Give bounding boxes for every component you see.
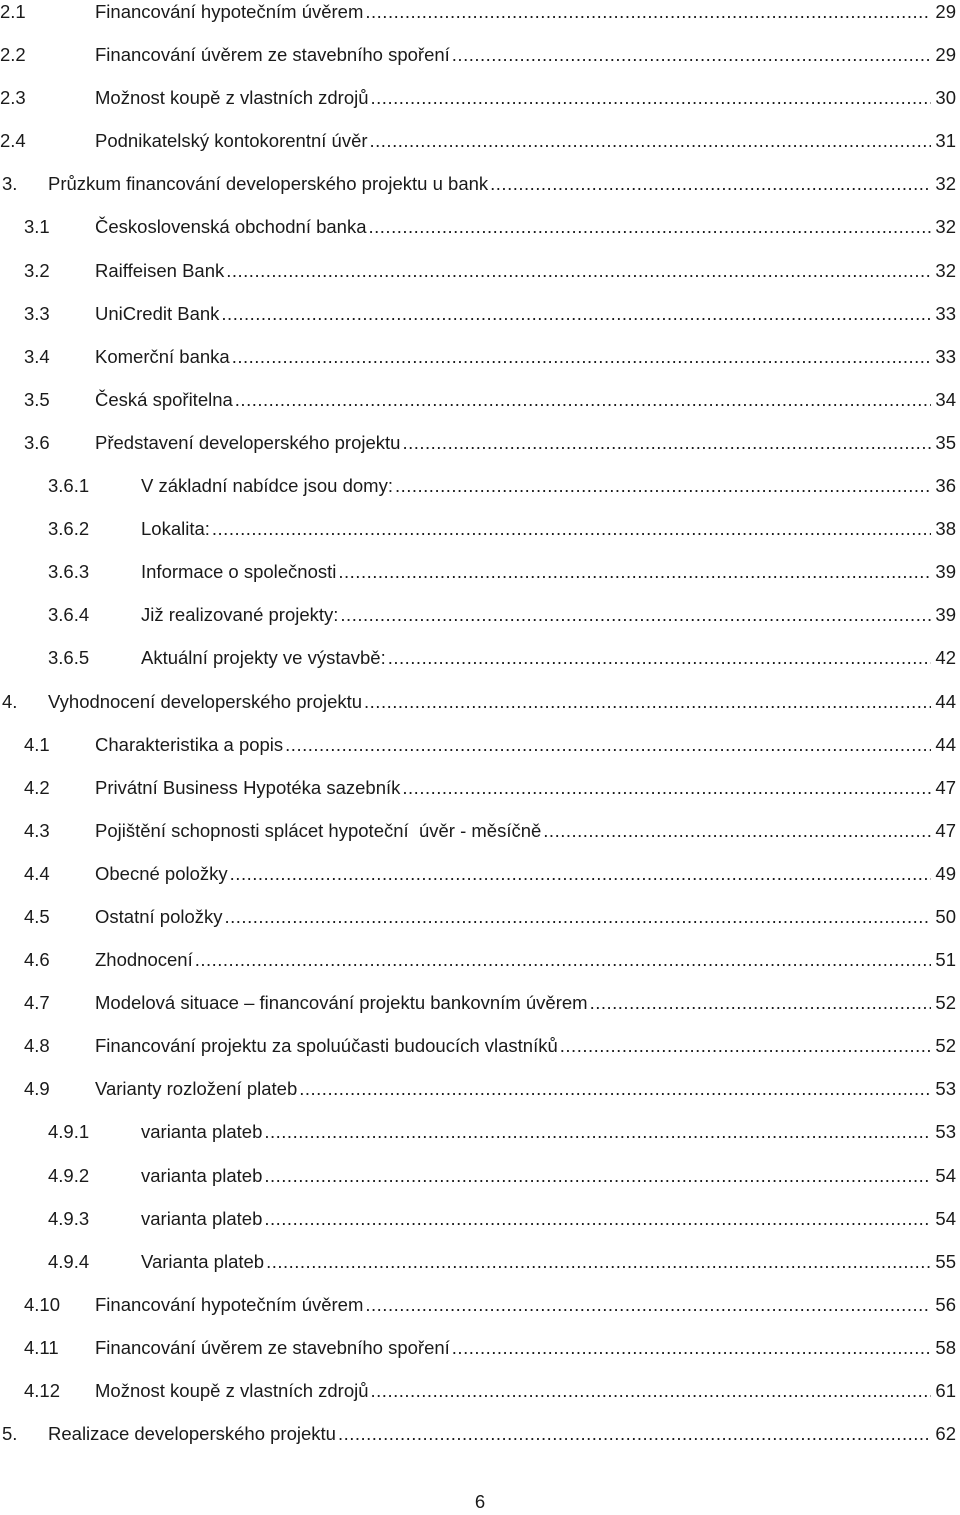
- toc-entry[interactable]: [0, 1240, 960, 1283]
- toc-entry[interactable]: [0, 1197, 960, 1240]
- toc-entry-page: 31: [935, 130, 956, 152]
- toc-entry-line: [95, 809, 956, 852]
- toc-entry-page: 47: [935, 776, 956, 798]
- toc-entry-title[interactable]: Financování hypotečním úvěrem: [95, 1293, 364, 1315]
- toc-entry-number: 3.5: [24, 388, 50, 410]
- toc-entry-line: [141, 1240, 956, 1283]
- toc-entry-line: [95, 378, 956, 421]
- toc-entry-title[interactable]: Financování hypotečním úvěrem: [95, 1, 364, 22]
- toc-leader-dots: [219, 292, 931, 335]
- toc-entry-line: [141, 550, 956, 593]
- toc-entry-line: [95, 292, 956, 335]
- toc-entry-page: 38: [935, 518, 956, 540]
- toc-entry-number: 4.12: [24, 1380, 61, 1401]
- toc-entry-number: 4.1: [24, 733, 50, 755]
- toc-entry-line: [95, 335, 956, 378]
- toc-entry[interactable]: [0, 593, 960, 636]
- toc-entry-title[interactable]: Ostatní položky: [95, 905, 223, 927]
- toc-entry-page: 36: [935, 475, 956, 497]
- toc-entry-title[interactable]: Zhodnocení: [95, 949, 193, 971]
- toc-entry-line: [48, 1412, 956, 1455]
- toc-entry-line: [95, 1283, 956, 1326]
- toc-entry-number: 4.7: [24, 992, 50, 1014]
- toc-entry-page: 49: [935, 862, 956, 884]
- toc-entry-line: [95, 421, 956, 464]
- toc-entry-page: 29: [935, 1, 956, 22]
- toc-entry-title[interactable]: Již realizované projekty:: [141, 604, 339, 626]
- toc-leader-dots: [450, 33, 932, 76]
- toc-entry[interactable]: [0, 1412, 960, 1455]
- toc-entry-title[interactable]: Pojištění schopnosti splácet hypoteční úvěr - měsíčně: [95, 819, 542, 841]
- toc-entry-line: [95, 1326, 956, 1369]
- toc-entry[interactable]: [0, 981, 960, 1024]
- toc-entry-title[interactable]: Komerční banka: [95, 345, 230, 367]
- toc-entry-number: 3.6.2: [48, 518, 90, 540]
- toc-entry[interactable]: [0, 76, 960, 119]
- toc-entry-title[interactable]: Československá obchodní banka: [95, 216, 367, 238]
- toc-leader-dots: [338, 593, 931, 636]
- toc-entry-page: 52: [935, 992, 956, 1014]
- toc-entry-page: 62: [935, 1423, 956, 1445]
- toc-leader-dots: [223, 895, 932, 938]
- toc-entry[interactable]: [0, 852, 960, 895]
- toc-entry-line: [48, 680, 956, 723]
- toc-entry[interactable]: [0, 1110, 960, 1153]
- toc-entry-page: 53: [935, 1078, 956, 1100]
- toc-entry-line: [95, 1369, 956, 1412]
- toc-entry-number: 4.9.3: [48, 1207, 90, 1229]
- toc-entry-line: [141, 1154, 956, 1197]
- toc-entry-number: 4.2: [24, 776, 50, 798]
- toc-leader-dots: [386, 636, 932, 679]
- toc-entry[interactable]: [0, 938, 960, 981]
- toc-entry[interactable]: [0, 378, 960, 421]
- toc-entry-line: [95, 723, 956, 766]
- toc-leader-dots: [558, 1024, 932, 1067]
- toc-leader-dots: [367, 205, 932, 248]
- toc-entry[interactable]: [0, 1067, 960, 1110]
- toc-entry[interactable]: [0, 895, 960, 938]
- toc-entry-page: 50: [935, 905, 956, 927]
- toc-leader-dots: [588, 981, 932, 1024]
- toc-entry-line: [95, 249, 956, 292]
- toc-leader-dots: [264, 1240, 931, 1283]
- toc-leader-dots: [450, 1326, 932, 1369]
- toc-entry-page: 44: [935, 690, 956, 712]
- toc-entry[interactable]: [0, 0, 960, 33]
- toc-leader-dots: [262, 1154, 931, 1197]
- toc-entry-number: 3.6.3: [48, 561, 90, 583]
- toc-leader-dots: [362, 680, 931, 723]
- toc-entry-number: 4.10: [24, 1293, 61, 1315]
- toc-entry[interactable]: [0, 249, 960, 292]
- toc-entry-title[interactable]: Podnikatelský kontokorentní úvěr: [95, 130, 368, 152]
- toc-entry-line: [95, 33, 956, 76]
- toc-entry-number: 4.8: [24, 1035, 50, 1057]
- toc-entry[interactable]: [0, 507, 960, 550]
- toc-entry-line: [48, 162, 956, 205]
- toc-entry-page: 56: [935, 1293, 956, 1315]
- toc-entry[interactable]: [0, 1024, 960, 1067]
- toc-entry-number: 4.9.1: [48, 1121, 90, 1143]
- toc-leader-dots: [297, 1067, 931, 1110]
- toc-entry-line: [141, 593, 956, 636]
- toc-entry-number: 2.2: [0, 44, 26, 66]
- toc-leader-dots: [193, 938, 932, 981]
- toc-leader-dots: [369, 1369, 932, 1412]
- toc-entry[interactable]: [0, 636, 960, 679]
- toc-entry[interactable]: [0, 292, 960, 335]
- toc-entry-number: 3.6.5: [48, 647, 90, 669]
- toc-leader-dots: [488, 162, 931, 205]
- toc-entry-page: 34: [935, 388, 956, 410]
- toc-leader-dots: [262, 1110, 931, 1153]
- toc-entry[interactable]: [0, 1154, 960, 1197]
- toc-entry-title[interactable]: UniCredit Bank: [95, 302, 220, 324]
- toc-entry-title[interactable]: varianta plateb: [141, 1121, 263, 1143]
- toc-entry-title[interactable]: Průzkum financování developerského projektu u bank: [48, 173, 489, 195]
- toc-entry-page: 32: [935, 259, 956, 281]
- toc-entry-page: 51: [935, 949, 956, 971]
- toc-entry[interactable]: [0, 550, 960, 593]
- toc-leader-dots: [393, 464, 931, 507]
- toc-entry-page: 32: [935, 216, 956, 238]
- toc-entry-title[interactable]: Aktuální projekty ve výstavbě:: [141, 647, 386, 669]
- toc-entry-line: [141, 1197, 956, 1240]
- toc-entry-number: 4.6: [24, 949, 50, 971]
- toc-entry-line: [95, 981, 956, 1024]
- toc-entry-line: [95, 0, 956, 33]
- toc-entry-title[interactable]: varianta plateb: [141, 1164, 263, 1186]
- toc-entry[interactable]: [0, 33, 960, 76]
- toc-leader-dots: [336, 1412, 931, 1455]
- toc-entry[interactable]: [0, 1326, 960, 1369]
- toc-entry-number: 4.11: [24, 1336, 59, 1358]
- toc-entry-page: 32: [935, 173, 956, 195]
- toc-entry[interactable]: [0, 119, 960, 162]
- toc-entry[interactable]: [0, 335, 960, 378]
- toc-entry-page: 54: [935, 1164, 956, 1186]
- toc-entry-page: 39: [935, 604, 956, 626]
- toc-entry-page: 42: [935, 647, 956, 669]
- toc-leader-dots: [400, 421, 931, 464]
- toc-entry-line: [95, 766, 956, 809]
- toc-leader-dots: [230, 335, 932, 378]
- toc-entry-title[interactable]: Obecné položky: [95, 862, 228, 884]
- toc-entry-title[interactable]: Možnost koupě z vlastních zdrojů: [95, 1380, 369, 1401]
- toc-entry-title[interactable]: Představení developerského projektu: [95, 431, 401, 453]
- toc-entry-title[interactable]: Informace o společnosti: [141, 561, 337, 583]
- toc-entry-line: [141, 1110, 956, 1153]
- toc-entry-line: [95, 76, 956, 119]
- toc-entry-line: [95, 1024, 956, 1067]
- toc-entry-number: 4.9: [24, 1078, 50, 1100]
- toc-entry-number: 3.4: [24, 345, 50, 367]
- toc-leader-dots: [283, 723, 931, 766]
- toc-entry-page: 30: [935, 87, 956, 109]
- toc-entry[interactable]: [0, 680, 960, 723]
- toc-entry[interactable]: [0, 809, 960, 852]
- page-number: 6: [474, 1491, 486, 1512]
- toc-entry-number: 3.6: [24, 431, 50, 453]
- toc-entry-line: [141, 507, 956, 550]
- toc-entry-line: [95, 938, 956, 981]
- toc-entry-page: 47: [935, 819, 956, 841]
- toc-entry-number: 3.2: [24, 259, 50, 281]
- toc-leader-dots: [363, 1283, 931, 1326]
- toc-entry[interactable]: [0, 766, 960, 809]
- toc-entry-number: 4.3: [24, 819, 50, 841]
- toc-entry-title[interactable]: Vyhodnocení developerského projektu: [48, 690, 363, 712]
- toc-entry-number: 2.1: [0, 1, 26, 22]
- toc-entry-page: 61: [935, 1380, 956, 1401]
- toc-entry-number: 3.6.4: [48, 604, 90, 626]
- toc-entry-number: 3.6.1: [48, 475, 90, 497]
- toc-leader-dots: [210, 507, 932, 550]
- toc-entry[interactable]: [0, 1283, 960, 1326]
- toc-entry-line: [95, 119, 956, 162]
- toc-entry-page: 33: [935, 345, 956, 367]
- toc-entry-title[interactable]: Možnost koupě z vlastních zdrojů: [95, 87, 369, 109]
- toc-entry-page: 39: [935, 561, 956, 583]
- toc-entry-title[interactable]: Varianta plateb: [141, 1250, 265, 1272]
- toc-leader-dots: [224, 249, 931, 292]
- toc-entry-page: 44: [935, 733, 956, 755]
- toc-entry[interactable]: [0, 464, 960, 507]
- toc-entry-number: 4.: [2, 690, 18, 712]
- toc-entry-title[interactable]: Česká spořitelna: [95, 388, 233, 410]
- toc-entry-line: [95, 852, 956, 895]
- toc-entry-title[interactable]: Realizace developerského projektu: [48, 1423, 336, 1445]
- toc-entry-number: 5.: [2, 1423, 18, 1445]
- toc-entry-number: 3.1: [24, 216, 50, 238]
- toc-leader-dots: [262, 1197, 931, 1240]
- toc-entry-title[interactable]: Varianty rozložení plateb: [95, 1078, 298, 1100]
- toc-entry-page: 29: [935, 44, 956, 66]
- toc-leader-dots: [336, 550, 931, 593]
- toc-entry-page: 35: [935, 431, 956, 453]
- toc-entry-line: [95, 895, 956, 938]
- toc-entry-title[interactable]: Raiffeisen Bank: [95, 259, 225, 281]
- toc-leader-dots: [363, 0, 931, 33]
- toc-entry-page: 53: [935, 1121, 956, 1143]
- toc-entry-page: 33: [935, 302, 956, 324]
- toc-entry-line: [95, 205, 956, 248]
- toc-entry-line: [141, 464, 956, 507]
- toc-entry-number: 4.9.2: [48, 1164, 90, 1186]
- toc-leader-dots: [228, 852, 932, 895]
- toc-entry-page: 52: [935, 1035, 956, 1057]
- toc-entry-number: 2.3: [0, 87, 26, 109]
- toc-entry[interactable]: [0, 421, 960, 464]
- toc-entry-title[interactable]: Modelová situace – financování projektu bankovním úvěrem: [95, 992, 588, 1014]
- toc-leader-dots: [368, 119, 932, 162]
- toc-leader-dots: [541, 809, 931, 852]
- toc-leader-dots: [369, 76, 932, 119]
- toc-entry-title[interactable]: Privátní Business Hypotéka sazebník: [95, 776, 401, 798]
- toc-entry-page: 55: [935, 1250, 956, 1272]
- toc-entry-number: 4.9.4: [48, 1250, 90, 1272]
- toc-entry-title[interactable]: Financování úvěrem ze stavebního spoření: [95, 44, 450, 66]
- toc-entry-line: [141, 636, 956, 679]
- toc-entry-number: 2.4: [0, 130, 26, 152]
- toc-entry[interactable]: [0, 162, 960, 205]
- toc-entry-number: 3.3: [24, 302, 50, 324]
- toc-entry-page: 58: [935, 1336, 956, 1358]
- toc-entry[interactable]: [0, 723, 960, 766]
- toc-entry-title[interactable]: varianta plateb: [141, 1207, 263, 1229]
- toc-entry-title[interactable]: Financování úvěrem ze stavebního spoření: [95, 1336, 450, 1358]
- toc-entry-title[interactable]: Financování projektu za spoluúčasti budoucích vlastníků: [95, 1035, 558, 1057]
- toc-entry-number: 4.5: [24, 905, 50, 927]
- toc-entry[interactable]: [0, 205, 960, 248]
- toc-entry-title[interactable]: Lokalita:: [141, 518, 210, 540]
- toc-entry-number: 3.: [2, 173, 18, 195]
- toc-entry-number: 4.4: [24, 862, 50, 884]
- toc-entry[interactable]: [0, 1369, 960, 1412]
- toc-leader-dots: [233, 378, 932, 421]
- toc-entry-title[interactable]: Charakteristika a popis: [95, 733, 284, 755]
- toc-entry-page: 54: [935, 1207, 956, 1229]
- toc-entry-line: [95, 1067, 956, 1110]
- toc-entry-title[interactable]: V základní nabídce jsou domy:: [141, 475, 393, 497]
- toc-leader-dots: [400, 766, 931, 809]
